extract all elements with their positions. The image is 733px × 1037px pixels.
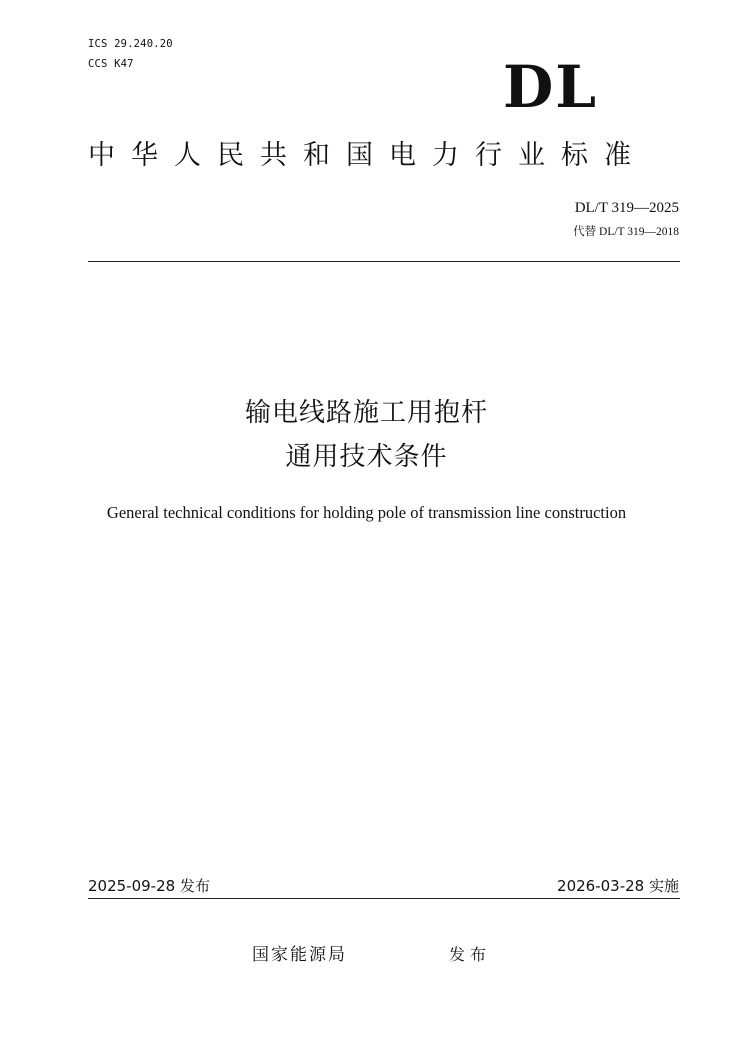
- ics-code: ICS 29.240.20: [88, 38, 173, 50]
- industry-standard-heading: 中华人民共和国电力行业标准: [88, 140, 647, 171]
- issue-date: 2025-09-28 发布: [88, 877, 210, 895]
- dl-logo: DL: [503, 53, 599, 121]
- bottom-divider: [88, 898, 680, 899]
- top-divider: [88, 261, 680, 262]
- replaced-standard: 代替 DL/T 319—2018: [573, 226, 679, 238]
- issuing-authority: 国家能源局: [252, 945, 347, 965]
- publish-label: 发布: [449, 945, 492, 964]
- implementation-date: 2026-03-28 实施: [557, 877, 679, 895]
- title-line-1: 输电线路施工用抱杆: [244, 398, 488, 428]
- ccs-code: CCS K47: [88, 58, 134, 70]
- title-line-2: 通用技术条件: [285, 442, 448, 472]
- standard-number: DL/T 319—2025: [574, 200, 679, 216]
- english-title: General technical conditions for holding pole of transmission line construction: [106, 503, 627, 522]
